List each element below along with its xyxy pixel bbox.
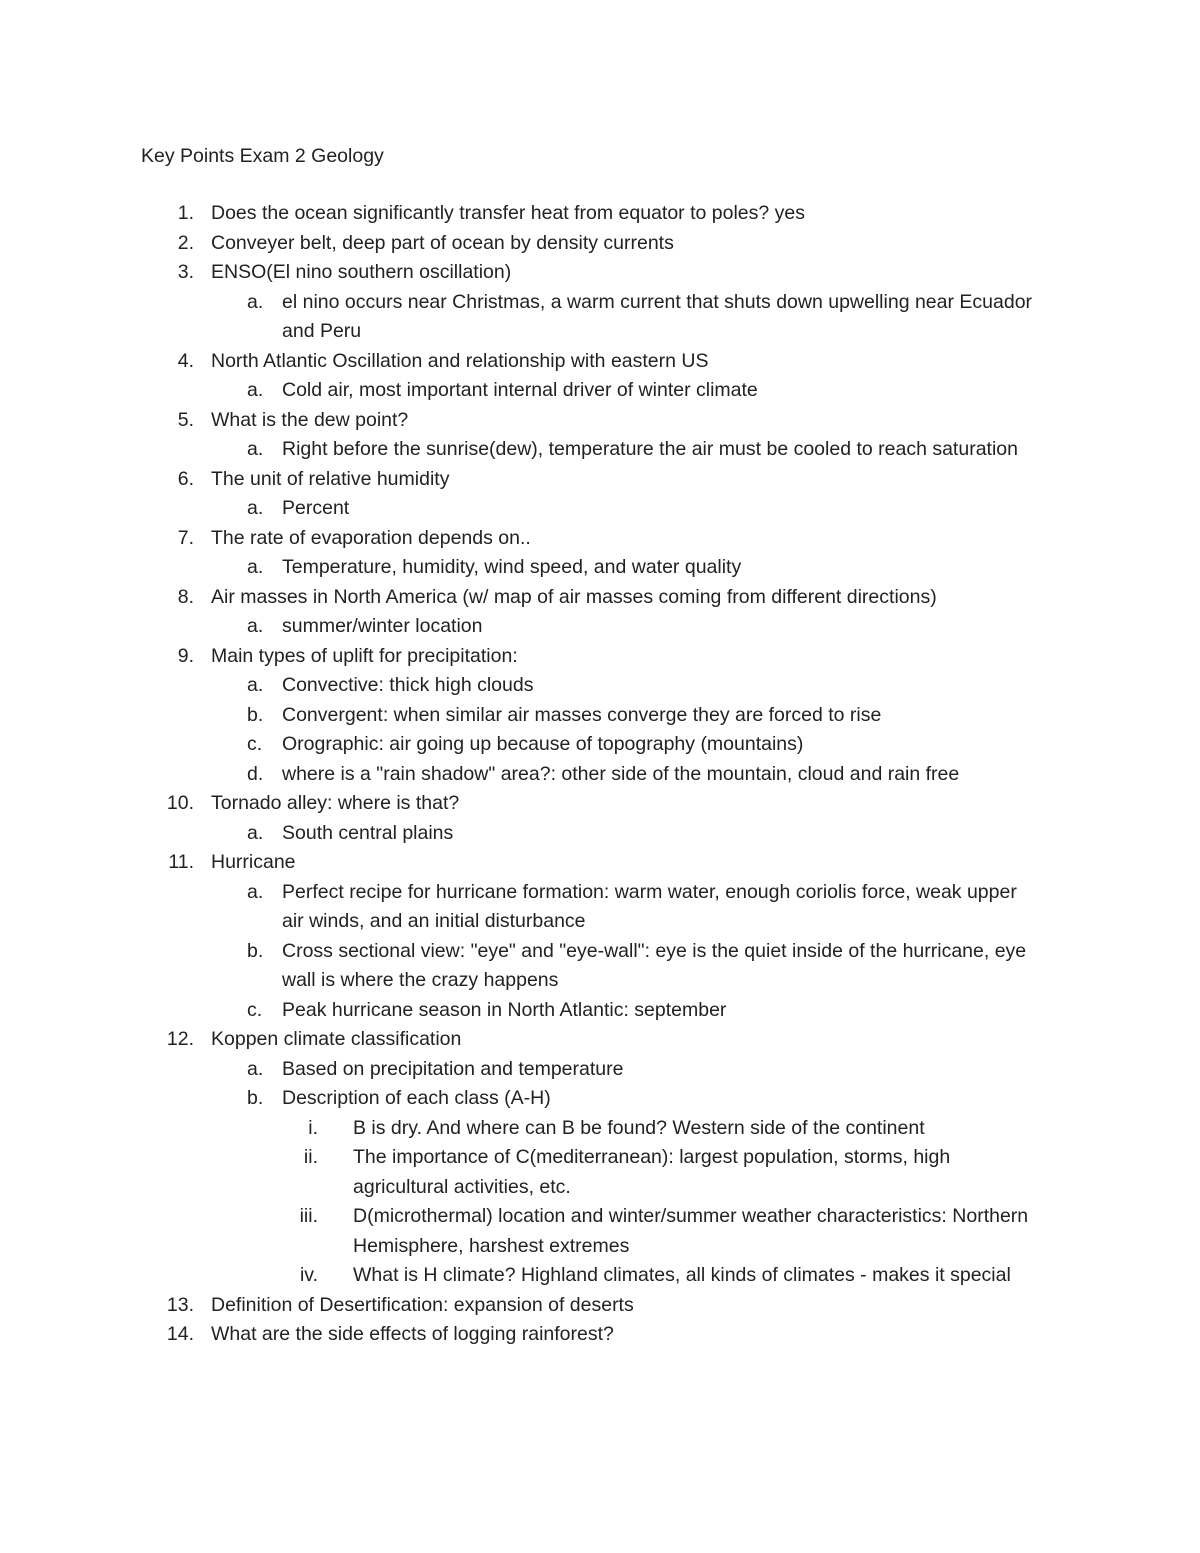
list-item <box>0 406 1200 436</box>
list-item <box>0 789 1200 819</box>
list-item-marker: a. <box>247 556 264 578</box>
list-item <box>0 583 1200 613</box>
list-item-text: South central plains <box>282 821 454 844</box>
list-item <box>0 524 1200 554</box>
list-item <box>0 465 1200 495</box>
list-item-marker: c. <box>247 998 263 1021</box>
list-item <box>0 1320 1200 1350</box>
list-item-text: What is H climate? Highland climates, all kinds of climates - makes it special <box>353 1264 1011 1286</box>
list-item <box>0 553 1200 583</box>
list-item-marker: 12. <box>166 1028 194 1050</box>
list-item-text: Orographic: air going up because of topography (mountains) <box>282 733 804 755</box>
list-item <box>0 347 1200 377</box>
list-item-text: Perfect recipe for hurricane formation: warm water, enough coriolis force, weak upper air winds, and an initial disturbance <box>282 880 1017 932</box>
list-item-marker: a. <box>247 438 264 460</box>
list-item-marker: 4. <box>177 349 194 372</box>
list-item-text: Koppen climate classification <box>211 1028 462 1050</box>
list-item-text: Conveyer belt, deep part of ocean by density currents <box>211 231 674 254</box>
list-item-marker: 6. <box>177 467 194 490</box>
list-item-marker: iv. <box>299 1264 318 1286</box>
list-item-marker: 1. <box>177 202 194 224</box>
list-item-text: Temperature, humidity, wind speed, and water quality <box>282 556 742 578</box>
list-item-marker: ii. <box>303 1146 318 1168</box>
list-item-marker: c. <box>247 733 263 755</box>
list-item-text: summer/winter location <box>282 615 483 637</box>
list-item-marker: iii. <box>299 1205 318 1227</box>
list-item-text: Does the ocean significantly transfer heat from equator to poles? yes <box>211 202 805 224</box>
list-item-marker: 3. <box>177 261 194 283</box>
list-item-marker: a. <box>247 880 264 903</box>
list-item-marker: a. <box>247 1057 264 1080</box>
list-item <box>0 848 1200 878</box>
list-item-text: D(microthermal) location and winter/summer weather characteristics: Northern Hemisphere, harshest extremes <box>353 1205 1029 1257</box>
list-item <box>0 258 1200 288</box>
list-item <box>0 937 1200 996</box>
list-item-text: Hurricane <box>211 851 296 873</box>
list-item-marker: i. <box>308 1116 318 1139</box>
list-item-marker: a. <box>247 290 264 313</box>
list-item-text: el nino occurs near Christmas, a warm current that shuts down upwelling near Ecuador and Peru <box>282 290 1033 342</box>
list-item-marker: 2. <box>177 231 194 254</box>
list-item-marker: a. <box>247 379 264 401</box>
list-item <box>0 1202 1200 1261</box>
list-item <box>0 494 1200 524</box>
list-item <box>0 1025 1200 1055</box>
list-item <box>0 1291 1200 1321</box>
list-item-marker: 8. <box>177 585 194 608</box>
list-item-marker: a. <box>247 674 264 696</box>
list-item-marker: b. <box>247 703 264 726</box>
list-item-text: Based on precipitation and temperature <box>282 1057 624 1080</box>
list-item-marker: b. <box>247 1087 264 1109</box>
list-item-marker: 10. <box>166 792 194 814</box>
list-item <box>0 435 1200 465</box>
list-item <box>0 701 1200 731</box>
list-item-text: Convective: thick high clouds <box>282 674 534 696</box>
list-item <box>0 288 1200 347</box>
list-item-text: B is dry. And where can B be found? Western side of the continent <box>353 1116 925 1139</box>
list-item-marker: d. <box>247 762 264 785</box>
list-item-text: Right before the sunrise(dew), temperature the air must be cooled to reach saturation <box>282 438 1018 460</box>
document-title: Key Points Exam 2 Geology <box>141 145 384 167</box>
list-item-text: Cross sectional view: "eye" and "eye-wall": eye is the quiet inside of the hurricane, eye wall is where the crazy happens <box>282 939 1027 991</box>
list-item <box>0 376 1200 406</box>
list-item <box>0 760 1200 790</box>
list-item <box>0 199 1200 229</box>
list-item-marker: a. <box>247 615 264 637</box>
list-item-text: The rate of evaporation depends on.. <box>211 526 531 549</box>
list-item <box>0 612 1200 642</box>
list-item <box>0 1084 1200 1114</box>
list-item-text: Tornado alley: where is that? <box>211 792 460 814</box>
list-item <box>0 1261 1200 1291</box>
list-item <box>0 878 1200 937</box>
list-item <box>0 229 1200 259</box>
list-item <box>0 671 1200 701</box>
list-item-text: where is a "rain shadow" area?: other side of the mountain, cloud and rain free <box>282 762 960 785</box>
list-item-text: Percent <box>282 497 350 519</box>
list-item-text: The unit of relative humidity <box>211 467 450 490</box>
list-item-marker: 13. <box>166 1293 194 1316</box>
list-item-text: What are the side effects of logging rainforest? <box>211 1323 614 1345</box>
list-item-text: The importance of C(mediterranean): largest population, storms, high agricultural activities, etc. <box>353 1146 951 1198</box>
list-item-text: Cold air, most important internal driver of winter climate <box>282 379 758 401</box>
list-item-text: ENSO(El nino southern oscillation) <box>211 261 512 283</box>
list-item-text: Air masses in North America (w/ map of air masses coming from different directions) <box>211 585 937 608</box>
list-item-text: Main types of uplift for precipitation: <box>211 644 518 667</box>
list-item-text: Peak hurricane season in North Atlantic: september <box>282 998 727 1021</box>
outline-list <box>0 199 1200 1350</box>
list-item <box>0 730 1200 760</box>
list-item-marker: a. <box>247 497 264 519</box>
list-item <box>0 1055 1200 1085</box>
list-item-text: Description of each class (A-H) <box>282 1087 551 1109</box>
list-item <box>0 642 1200 672</box>
list-item-marker: 5. <box>177 408 194 431</box>
list-item-text: Convergent: when similar air masses converge they are forced to rise <box>282 703 882 726</box>
list-item-text: What is the dew point? <box>211 408 409 431</box>
list-item-marker: 9. <box>177 644 194 667</box>
list-item-marker: a. <box>247 821 264 844</box>
list-item <box>0 1114 1200 1144</box>
list-item-text: Definition of Desertification: expansion of deserts <box>211 1293 634 1316</box>
list-item-marker: b. <box>247 939 264 962</box>
list-item <box>0 819 1200 849</box>
list-item-marker: 7. <box>177 526 194 549</box>
list-item-marker: 11. <box>168 851 194 873</box>
list-item <box>0 1143 1200 1202</box>
list-item-marker: 14. <box>166 1323 194 1345</box>
list-item <box>0 996 1200 1026</box>
list-item-text: North Atlantic Oscillation and relationship with eastern US <box>211 349 709 372</box>
